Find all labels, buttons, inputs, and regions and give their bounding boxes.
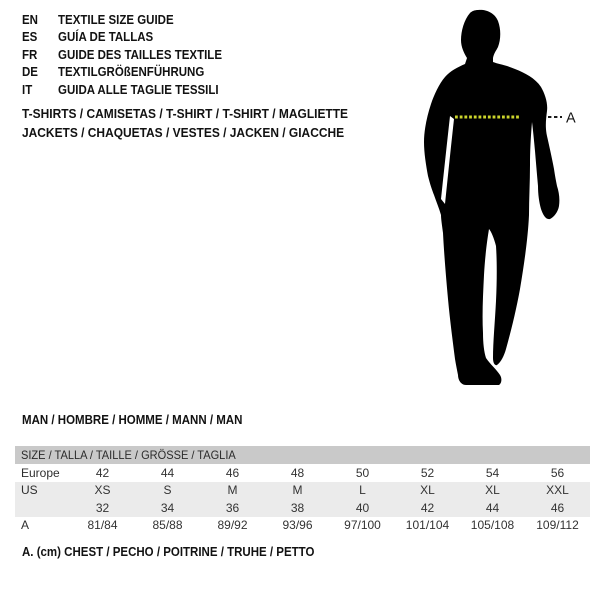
size-value: 101/104	[405, 518, 450, 533]
language-code: FR	[22, 47, 38, 62]
size-value: 50	[355, 465, 370, 480]
size-value: 40	[355, 500, 370, 515]
size-value: XS	[94, 483, 111, 498]
category-line-jackets: JACKETS / CHAQUETAS / VESTES / JACKEN / GIACCHE	[22, 124, 345, 140]
size-value: M	[227, 483, 238, 498]
size-value: 42	[95, 465, 110, 480]
size-value: 52	[420, 465, 435, 480]
size-value: 44	[160, 465, 175, 480]
language-list	[22, 11, 236, 99]
size-value: 46	[225, 465, 240, 480]
size-value: XL	[485, 483, 500, 498]
measurement-footnote: A. (cm) CHEST / PECHO / POITRINE / TRUHE / PETTO	[22, 545, 315, 559]
size-value: L	[359, 483, 366, 498]
language-code: ES	[22, 30, 38, 45]
size-table-row-us-numeric	[15, 499, 590, 517]
measure-label-a: A	[566, 110, 576, 127]
size-value: XL	[420, 483, 435, 498]
size-value: 44	[485, 500, 500, 515]
row-label: A	[21, 518, 30, 533]
size-table-row-chest	[15, 517, 590, 535]
size-value: 97/100	[344, 518, 381, 533]
category-line-tshirts: T-SHIRTS / CAMISETAS / T-SHIRT / T-SHIRT / MAGLIETTE	[22, 106, 349, 121]
garment-categories	[22, 106, 376, 143]
language-label: TEXTILE SIZE GUIDE	[58, 12, 174, 27]
size-table-header: SIZE / TALLA / TAILLE / GRÖSSE / TAGLIA	[21, 448, 236, 462]
row-label: Europe	[21, 465, 60, 480]
size-value: 85/88	[152, 518, 183, 533]
language-row-fr	[22, 46, 236, 64]
size-value: 48	[290, 465, 305, 480]
size-table	[15, 446, 590, 534]
size-value: 36	[225, 500, 240, 515]
size-value: 54	[485, 465, 500, 480]
size-value: 93/96	[282, 518, 313, 533]
size-table-row-us	[15, 482, 590, 500]
language-label: GUIDE DES TAILLES TEXTILE	[58, 47, 223, 62]
size-value: 56	[550, 465, 565, 480]
size-value: 42	[420, 500, 435, 515]
section-label-man: MAN / HOMBRE / HOMME / MANN / MAN	[22, 413, 243, 427]
language-row-es	[22, 29, 236, 47]
man-silhouette-figure	[403, 3, 578, 403]
size-value: 105/108	[470, 518, 515, 533]
language-row-de	[22, 64, 236, 82]
language-code: DE	[22, 65, 38, 80]
size-value: 46	[550, 500, 565, 515]
language-code: EN	[22, 12, 38, 27]
language-row-en	[22, 11, 236, 29]
language-label: GUIDA ALLE TAGLIE TESSILI	[58, 82, 219, 97]
size-table-row-europe	[15, 464, 590, 482]
language-label: GUÍA DE TALLAS	[58, 30, 154, 45]
size-value: 34	[160, 500, 175, 515]
size-value: 32	[95, 500, 110, 515]
size-value: 89/92	[217, 518, 248, 533]
size-value: XXL	[546, 483, 569, 498]
row-label: US	[21, 483, 38, 498]
language-label: TEXTILGRÖßENFÜHRUNG	[58, 65, 205, 80]
size-value: S	[163, 483, 172, 498]
size-value: M	[292, 483, 303, 498]
size-value: 81/84	[87, 518, 118, 533]
size-value: 38	[290, 500, 305, 515]
size-value: 109/112	[536, 518, 579, 533]
language-row-it	[22, 81, 236, 99]
language-code: IT	[22, 82, 33, 97]
man-silhouette-svg	[403, 3, 578, 403]
